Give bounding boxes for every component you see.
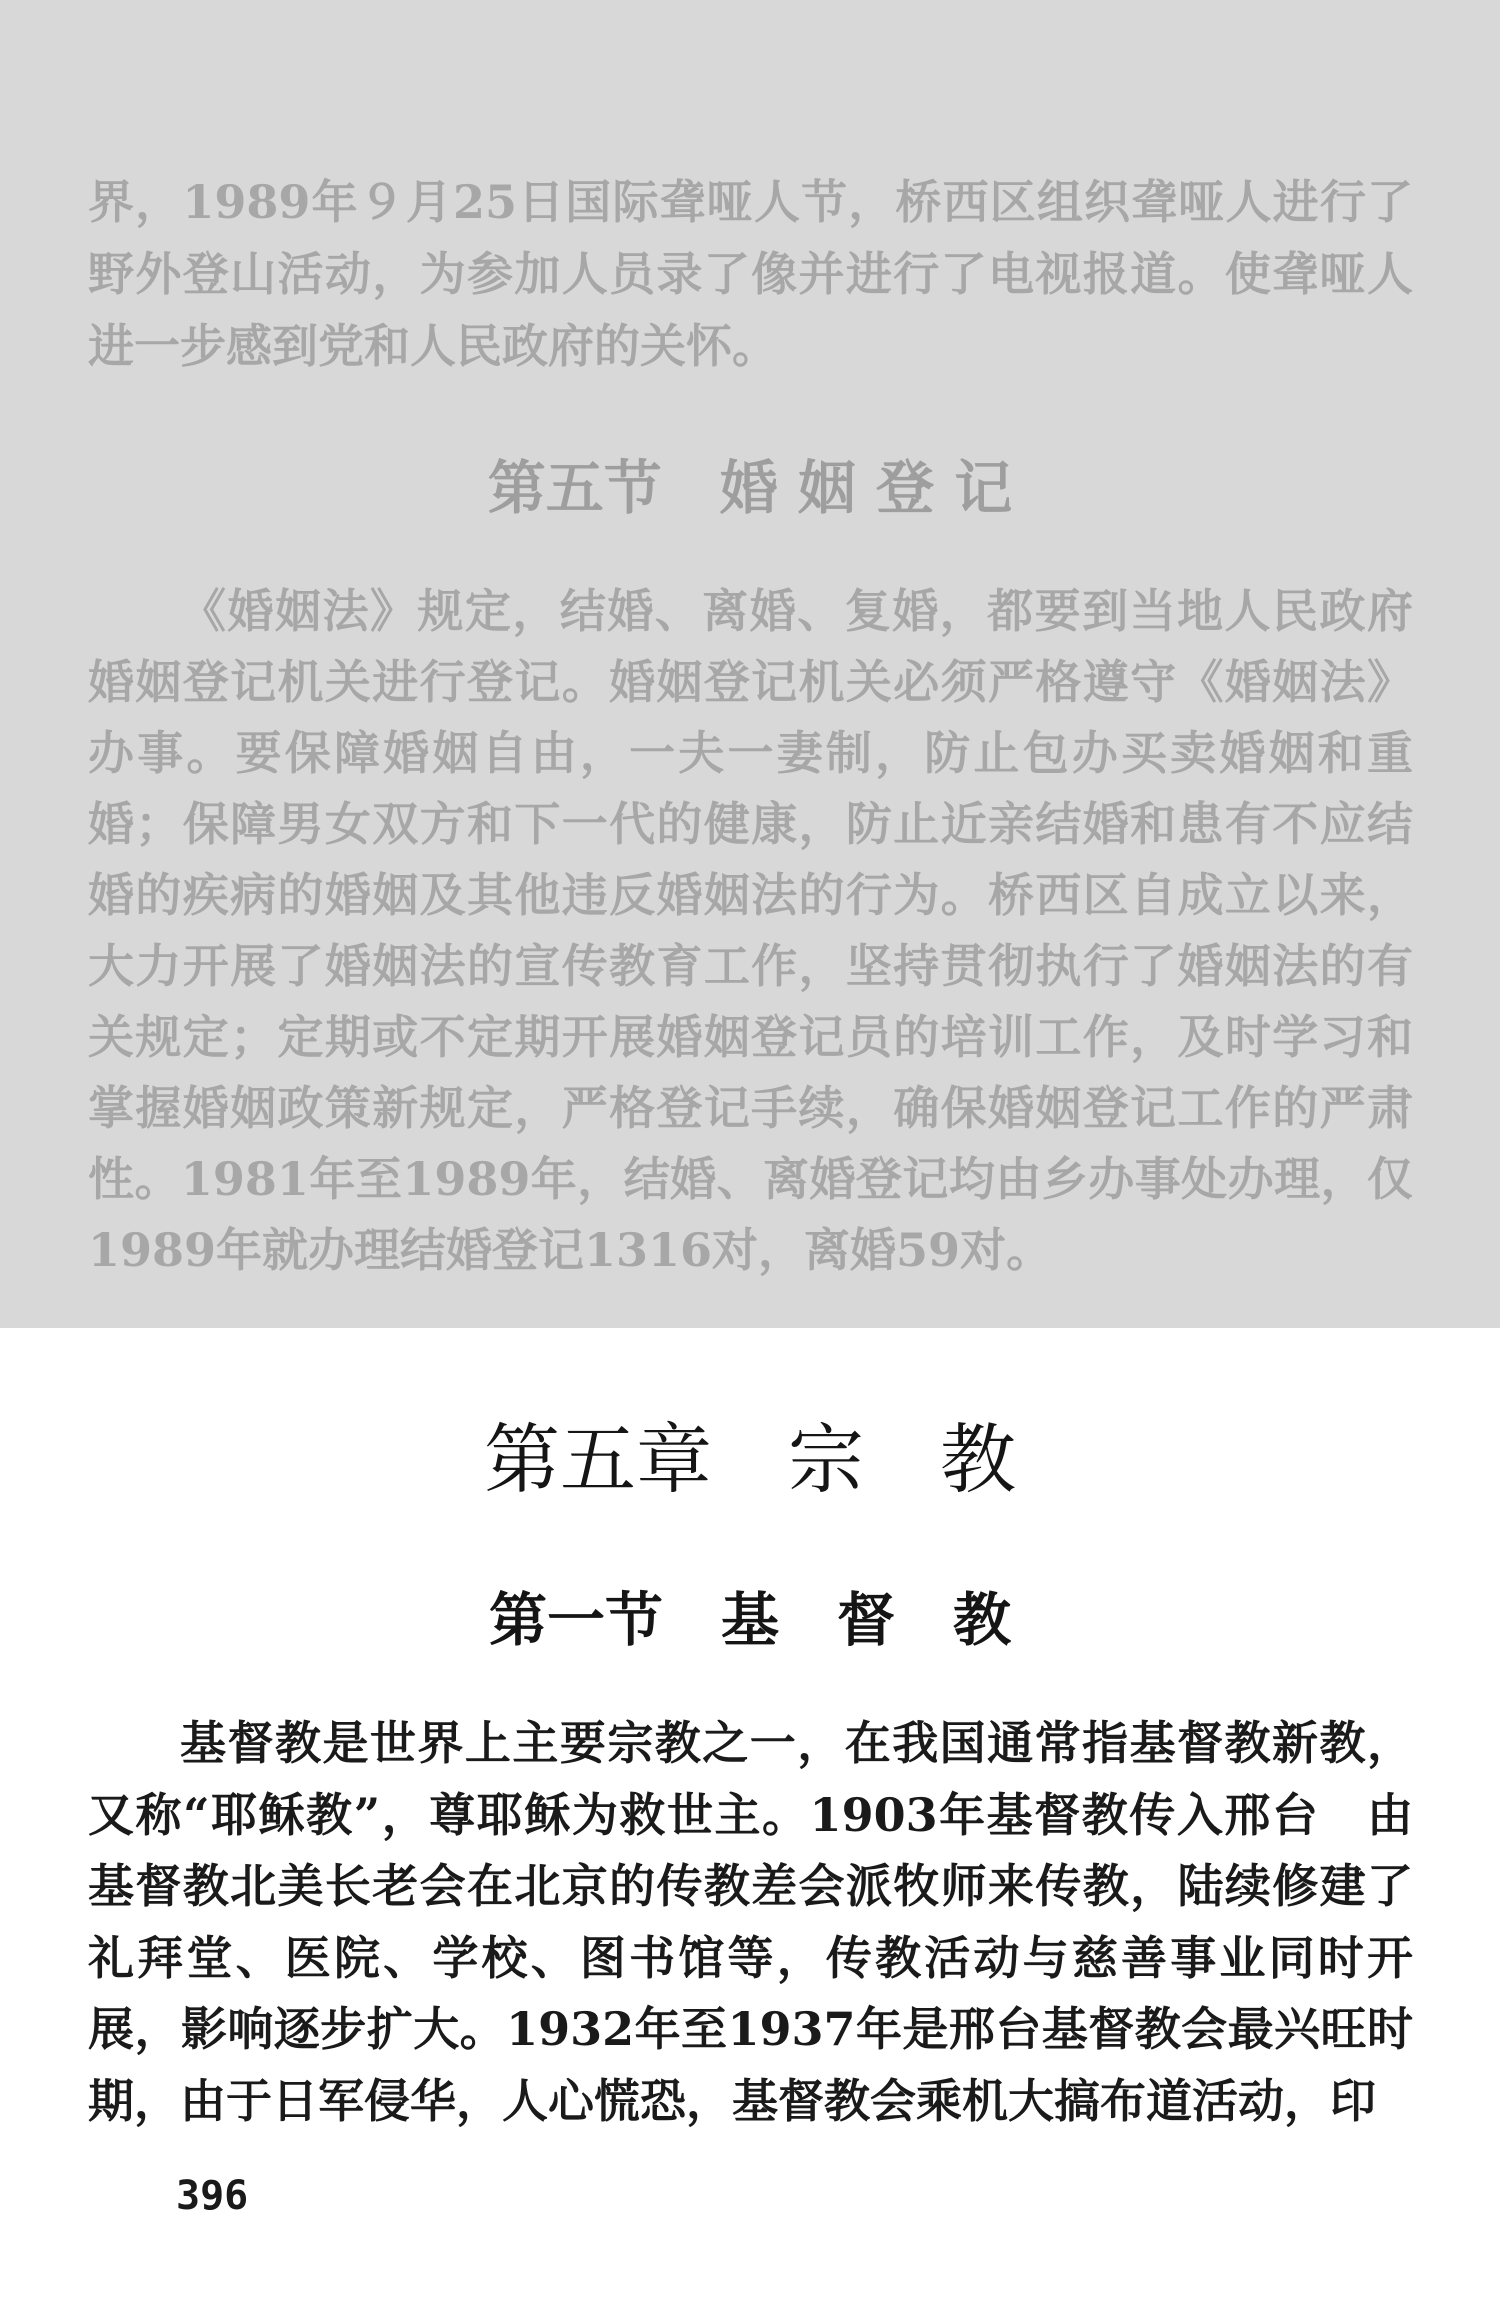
section-title-marriage-registration: 第五节 婚 姻 登 记 (487, 454, 1013, 522)
christianity-paragraph: 基督教是世界上主要宗教之一，在我国通常指基督教新教，又称“耶稣教”，尊耶稣为救世主。1903年基督教传入邢台 由基督教北美长老会在北京的传教差会派牧师来传教，陆续修建了礼拜堂、医院、学校、图书馆等，传教活动与慈善事业同时开展，影响逐步扩大。1932年至1937年是邢台基督教会最兴旺时期，由于日军侵华，人心慌恐，基督教会乘机大搞布道活动，印 (88, 1716, 1413, 2128)
page-number: 396 (176, 2173, 249, 2219)
closing-paragraph: 界，1989年９月25日国际聋哑人节，桥西区组织聋哑人进行了野外登山活动，为参加人员录了像并进行了电视报道。使聋哑人进一步感到党和人民政府的关怀。 (88, 175, 1413, 373)
marriage-registration-paragraph: 《婚姻法》规定，结婚、离婚、复婚，都要到当地人民政府婚姻登记机关进行登记。婚姻登记机关必须严格遵守《婚姻法》办事。要保障婚姻自由，一夫一妻制，防止包办买卖婚姻和重婚；保障男女双方和下一代的健康，防止近亲结婚和患有不应结婚的疾病的婚姻及其他违反婚姻法的行为。桥西区自成立以来，大力开展了婚姻法的宣传教育工作，坚持贯彻执行了婚姻法的有关规定；定期或不定期开展婚姻登记员的培训工作，及时学习和掌握婚姻政策新规定，严格登记手续，确保婚姻登记工作的严肃性。1981年至1989年，结婚、离婚登记均由乡办事处办理，仅1989年就办理结婚登记1316对，离婚59对。 (88, 584, 1413, 1277)
chapter-title: 第五章 宗 教 (484, 1415, 1016, 1504)
section-title-christianity: 第一节 基 督 教 (488, 1586, 1011, 1654)
